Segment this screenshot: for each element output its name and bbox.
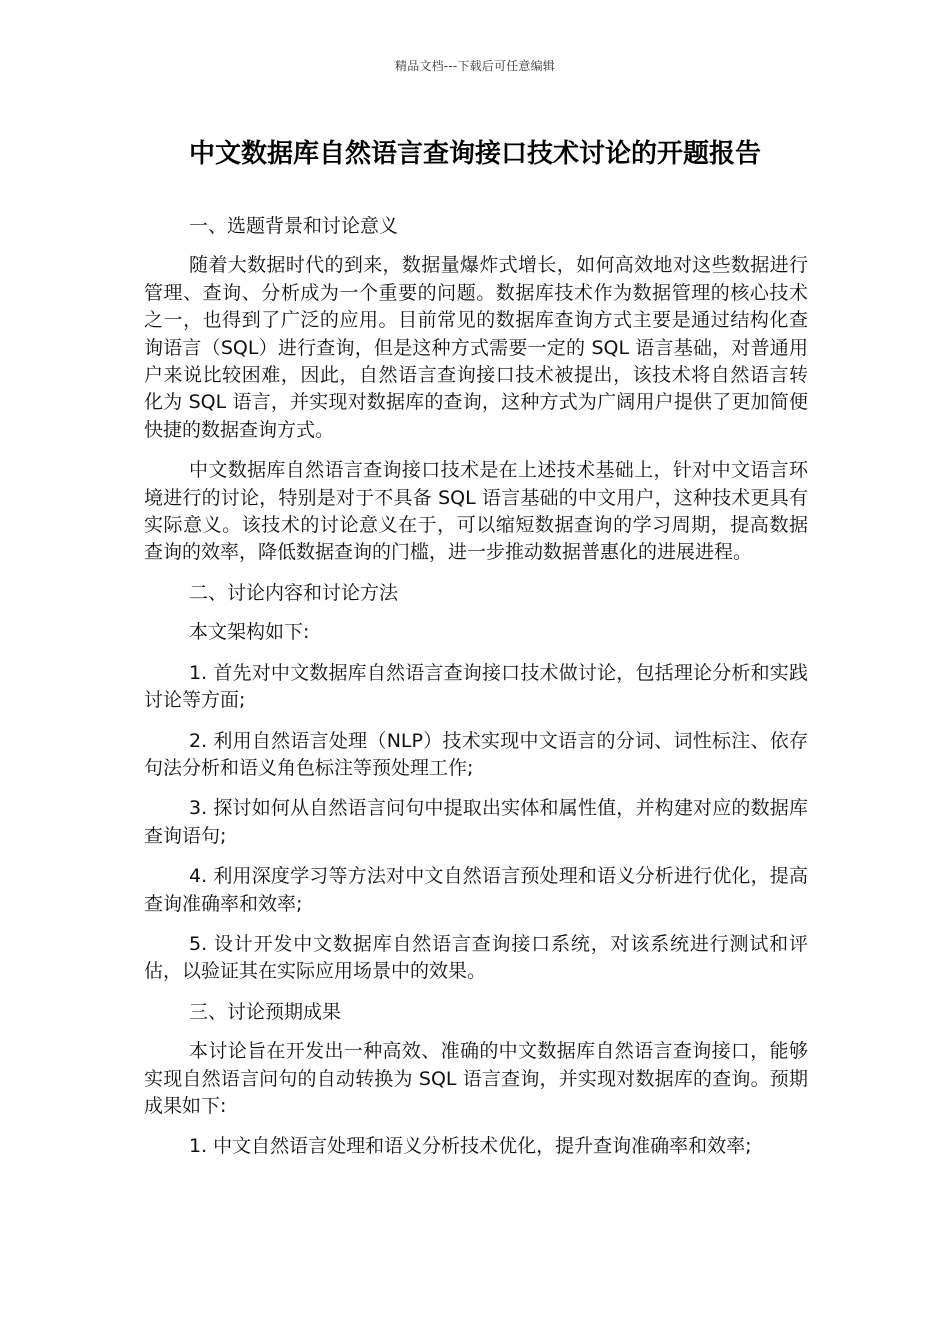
list-item: 4. 利用深度学习等方法对中文自然语言预处理和语义分析进行优化，提高查询准确率和效率; [144, 865, 808, 915]
section-heading-3: 三、讨论预期成果 [189, 1000, 342, 1023]
section-heading-1: 一、选题背景和讨论意义 [189, 215, 399, 237]
body-paragraph: 中文数据库自然语言查询接口技术是在上述技术基础上，针对中文语言环境进行的讨论，特别是对于不具备 SQL 语言基础的中文用户，这种技术更具有实际意义。该技术的讨论意义在于，可以缩短数据查询的学习周期，提高数据查询的效率，降低数据查询的门槛，进一步推动数据普惠化的进展进程。 [144, 459, 808, 564]
list-item: 1. 首先对中文数据库自然语言查询接口技术做讨论，包括理论分析和实践讨论等方面; [144, 661, 808, 712]
section-heading-2: 二、讨论内容和讨论方法 [189, 581, 399, 604]
list-item: 2. 利用自然语言处理（NLP）技术实现中文语言的分词、词性标注、依存句法分析和语义角色标注等预处理工作; [144, 729, 808, 779]
list-item: 5. 设计开发中文数据库自然语言查询接口系统，对该系统进行测试和评估，以验证其在实际应用场景中的效果。 [144, 932, 808, 983]
list-item: 3. 探讨如何从自然语言问句中提取出实体和属性值，并构建对应的数据库查询语句; [144, 797, 808, 847]
list-item: 1. 中文自然语言处理和语义分析技术优化，提升查询准确率和效率; [189, 1135, 752, 1158]
document-body [144, 213, 808, 1174]
body-paragraph: 本讨论旨在开发出一种高效、准确的中文数据库自然语言查询接口，能够实现自然语言问句的自动转换为 SQL 语言查询，并实现对数据库的查询。预期成果如下: [144, 1040, 808, 1117]
document-title: 中文数据库自然语言查询接口技术讨论的开题报告 [188, 139, 761, 169]
body-paragraph: 本文架构如下: [189, 621, 310, 644]
body-paragraph: 随着大数据时代的到来，数据量爆炸式增长，如何高效地对这些数据进行管理、查询、分析成为一个重要的问题。数据库技术作为数据管理的核心技术之一，也得到了广泛的应用。目前常见的数据库查询方式主要是通过结构化查询语言（SQL）进行查询，但是这种方式需要一定的 SQL 语言基础，对普通用户来说比较困难，因此，自然语言查询接口技术被提出，该技术将自然语言转化为 SQL 语言，并实现对数据库的查询，这种方式为广阔用户提供了更加简便快捷的数据查询方式。 [144, 254, 808, 441]
page-header-note: 精品文档---下载后可任意编辑 [395, 59, 555, 73]
